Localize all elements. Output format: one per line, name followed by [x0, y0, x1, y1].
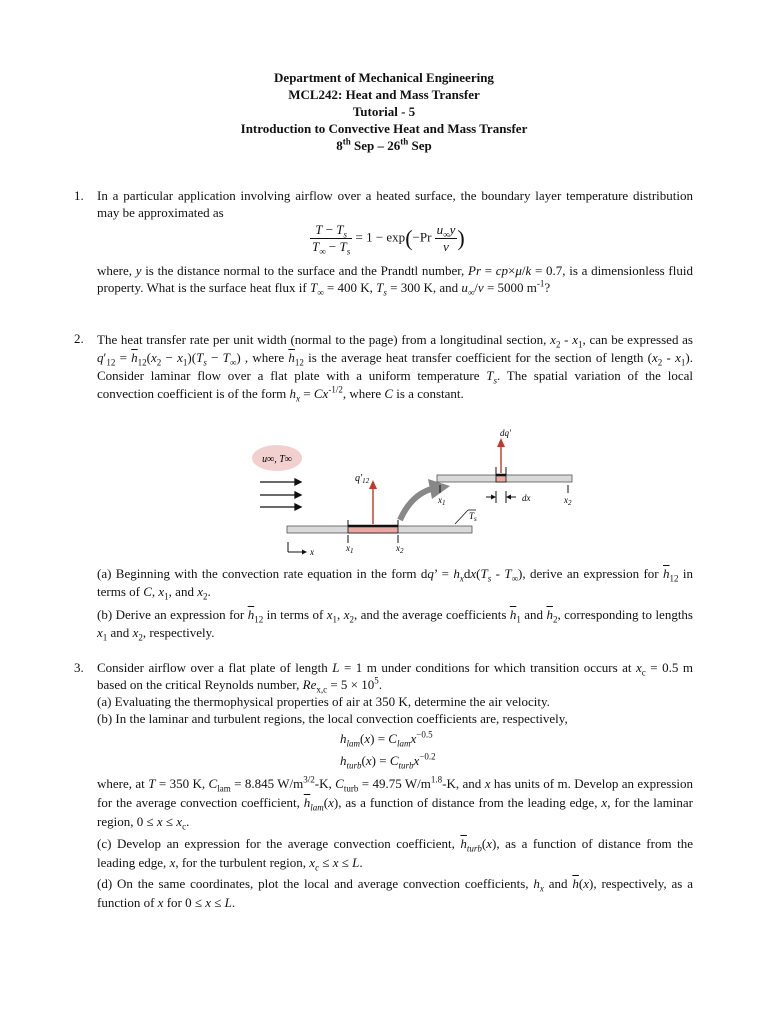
- department-title: Department of Mechanical Engineering: [274, 70, 494, 85]
- q3-part-b: (b) In the laminar and turbulent regions, the local convection coefficients are, respectively,: [97, 711, 568, 726]
- q3-eq-laminar: $h_{lam}(x) = C_{lam}x^{-0.5}$: [340, 729, 433, 749]
- q1-equation: $\frac{T - T_s}{T_\infty - T_s}$ = 1 − exp(−Pr $\frac{u_\infty y}{\nu}$ ): [312, 222, 465, 257]
- q1-body: where, y is the distance normal to the surface and the Prandtl number, Pr = cp×μ/k = 0.7, is a dimensionless fluid property. What is the surface heat flux if $T_\infty = 400$ K, $T_s = 300$ K, and $u_\infty/\nu = 5000$ $m^{-1}$?: [97, 263, 693, 298]
- dq-label: dq': [500, 428, 511, 438]
- x-axis-label: x: [310, 547, 314, 557]
- q1-number: 1.: [74, 188, 84, 203]
- q3-part-a: (a) Evaluating the thermophysical properties of air at 350 K, determine the air velocity.: [97, 694, 550, 709]
- q3-eq-turbulent: $h_{turb}(x) = C_{turb}x^{-0.2}$: [340, 751, 436, 771]
- topic-title: Introduction to Convective Heat and Mass Transfer: [240, 121, 528, 136]
- q2-body: The heat transfer rate per unit width (normal to the page) from a longitudinal section, $x_2 - x_1$, can be expressed as $q'_{12} = \overline{h}_{12}(x_2 - x_1)(T_s - T_\infty)$ , where $\overline{h}_{12}$ is the average heat transfer coefficient for the section of length $(x_2 - x_1)$. Consider laminar flow over a flat plate with a uniform temperature $T_s$. The spatial variation of the local convection coefficient is of the form $h_x = Cx^{-1/2}$, where C is a constant.: [97, 332, 693, 404]
- q3-intro: Consider airflow over a flat plate of length L = 1 m under conditions for which transition occurs at $x_c = 0.5$ m based on the critical Reynolds number, $Re_{x,c} = 5 \times 10^5$.: [97, 660, 693, 695]
- q1-intro: In a particular application involving airflow over a heated surface, the boundary layer temperature distribution may be approximated as: [97, 188, 693, 220]
- q2-part-b: (b) Derive an expression for $\overline{h}_{12}$ in terms of $x_1$, $x_2$, and the average coefficients $\overline{h}_1$ and $\overline{h}_2$, corresponding to lengths $x_1$ and $x_2$, respectively.: [97, 607, 693, 643]
- q3-part-c: (c) Develop an expression for the average convection coefficient, $\overline{h}_{turb}(x)$, as a function of distance from the leading edge, x, for the turbulent region, $x_c \le x \le L$.: [97, 836, 693, 873]
- q2-number: 2.: [74, 331, 84, 346]
- date-range: 8th Sep – 26th Sep: [336, 136, 432, 153]
- q12-arrow: [369, 480, 377, 489]
- flow-arrows: [260, 479, 301, 510]
- flat-plate-figure: [250, 425, 590, 560]
- ts-label: $T_s$: [469, 511, 477, 523]
- magnify-arrow: [400, 488, 435, 520]
- x2-label-main: $x_2$: [396, 543, 404, 555]
- course-title: MCL242: Heat and Mass Transfer: [288, 87, 480, 102]
- x1-label-detail: $x_1$: [438, 495, 446, 507]
- q12-label: $q'_{12}$: [355, 473, 370, 485]
- tutorial-number: Tutorial - 5: [352, 104, 416, 119]
- x2-label-detail: $x_2$: [564, 495, 572, 507]
- dq-arrow: [497, 438, 505, 447]
- q3-body-b: where, at T = 350 K, $C_{lam} = 8.845$ $W/m^{3/2}-K$, $C_{turb} = 49.75$ $W/m^{1.8}-K$, and x has units of m. Develop an expression for the average convection coefficient, $\overline{h}_{lam}(x)$, as a function of distance from the leading edge, x, for the laminar region, $0 \le x \le x_c$.: [97, 774, 694, 832]
- x1-label-main: $x_1$: [346, 543, 354, 555]
- dx-label: dx: [522, 493, 531, 503]
- q3-part-d: (d) On the same coordinates, plot the local and average convection coefficients, $h_x$ and $\overline{h}(x)$, respectively, as a function of x for 0 ≤ x ≤ L.: [97, 876, 693, 910]
- q2-part-a: (a) Beginning with the convection rate equation in the form dq’ = $h_xdx(T_s - T_\infty)$, derive an expression for $\overline{h}_{12}$ in terms of C, $x_1$, and $x_2$.: [97, 566, 693, 602]
- q3-number: 3.: [74, 660, 84, 675]
- flow-label: u∞, T∞: [262, 454, 292, 465]
